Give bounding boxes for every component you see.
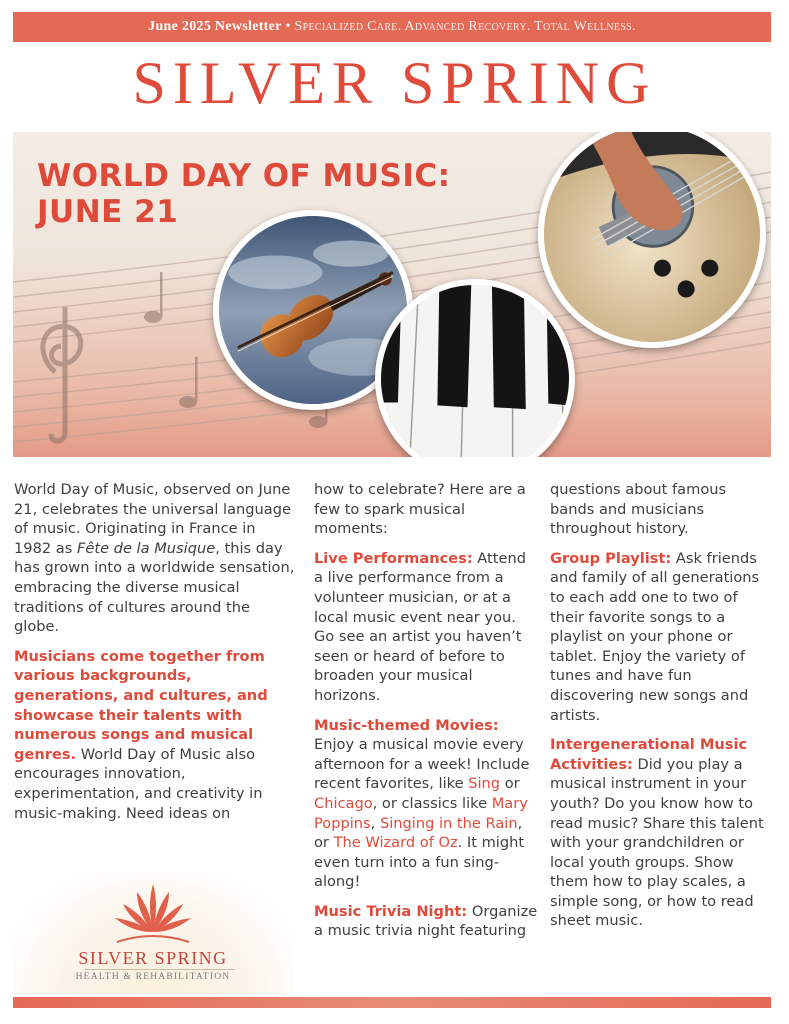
intergenerational-text: Did you play a musical instrument in your youth? Do you know how to read music? Share this talent with your grandchildren or local youth groups. Show them how to play scales, a simple song, or how to read sheet music. xyxy=(550,755,764,930)
movies-comma: , xyxy=(370,814,380,832)
masthead-title: SILVER SPRING xyxy=(132,50,657,116)
fete-de-la-musique: Fête de la Musique xyxy=(76,539,216,557)
movie-wizard-of-oz: The Wizard of Oz xyxy=(333,834,458,852)
intergenerational-item xyxy=(550,735,774,931)
piano-icon xyxy=(381,285,569,457)
newsletter-header-bar xyxy=(13,12,771,42)
bass-guitar-icon xyxy=(544,132,760,342)
intro-paragraph xyxy=(14,480,296,637)
article-column-1 xyxy=(14,480,296,833)
hero-title-line1: WORLD DAY OF MUSIC: xyxy=(37,158,451,194)
header-tagline: Specialized Care. Advanced Recovery. Total Wellness. xyxy=(294,19,636,34)
live-performances-heading: Live Performances: xyxy=(314,549,473,567)
movies-heading: Music-themed Movies: xyxy=(314,716,499,734)
playlist-heading: Group Playlist: xyxy=(550,549,672,567)
musicians-highlight: Musicians come together from various backgrounds, generations, and cultures, and showcase their talents with numerous songs and musical genres. xyxy=(14,647,268,763)
movies-or-2: , or xyxy=(314,814,523,852)
movie-singing-in-the-rain: Singing in the Rain xyxy=(379,814,518,832)
movie-sing: Sing xyxy=(468,775,501,793)
article-column-2 xyxy=(314,480,538,951)
bass-guitar-photo xyxy=(538,132,766,348)
movies-or-1: or xyxy=(500,775,520,793)
silver-spring-logo xyxy=(13,872,293,994)
celebrate-intro: how to celebrate? Here are a few to spark musical moments: xyxy=(314,481,526,538)
trivia-continued: questions about famous bands and musicians throughout history. xyxy=(550,481,727,538)
musicians-paragraph xyxy=(14,647,296,823)
movies-item xyxy=(314,716,538,892)
playlist-text: Ask friends and family of all generations to each add one to two of their favorite songs to a playlist on your phone or tablet. Enjoy the variety of tunes and have fun discovering new songs and artists. xyxy=(550,549,760,724)
footer-bar xyxy=(13,997,771,1008)
movies-text-3: . It might even turn into a fun sing-along! xyxy=(314,834,525,891)
live-performances-item xyxy=(314,549,538,706)
issue-label: June 2025 Newsletter xyxy=(148,19,282,34)
logo-divider xyxy=(85,969,235,970)
intro-text-a: World Day of Music, observed on June 21, celebrates the universal language of music. Originating in France in 1982 as xyxy=(14,481,291,557)
trivia-text: Organize a music trivia night featuring xyxy=(314,902,538,940)
live-performances-text: Attend a live performance from a volunteer musician, or at a local music event near you. Go see an artist you haven’t seen or heard of before to broaden your musical horizons. xyxy=(314,549,526,704)
movie-mary-poppins: Mary Poppins xyxy=(314,794,528,832)
movie-chicago: Chicago xyxy=(314,794,373,812)
logo-subtitle: HEALTH & REHABILITATION xyxy=(75,972,231,982)
intro-text-b: , this day has grown into a worldwide sensation, embracing the diverse musical traditions of cultures around the globe. xyxy=(14,539,295,636)
musicians-text: World Day of Music also encourages innovation, experimentation, and creativity in music-making. Need ideas on xyxy=(14,745,263,822)
trivia-heading: Music Trivia Night: xyxy=(314,902,468,920)
playlist-item xyxy=(550,549,774,725)
hero-title-line2: JUNE 21 xyxy=(37,194,179,230)
logo-name: SILVER SPRING xyxy=(78,948,228,968)
intergenerational-heading: Intergenerational Music Activities: xyxy=(550,736,748,773)
header-separator: • xyxy=(285,19,291,34)
hero-banner xyxy=(13,132,771,457)
movies-text-1: Enjoy a musical movie every afternoon for a week! Include recent favorites, like xyxy=(314,736,530,793)
movies-text-2: , or classics like xyxy=(372,794,492,812)
article-column-3 xyxy=(550,480,774,941)
trivia-item xyxy=(314,902,538,941)
flower-logo-icon xyxy=(113,880,193,950)
